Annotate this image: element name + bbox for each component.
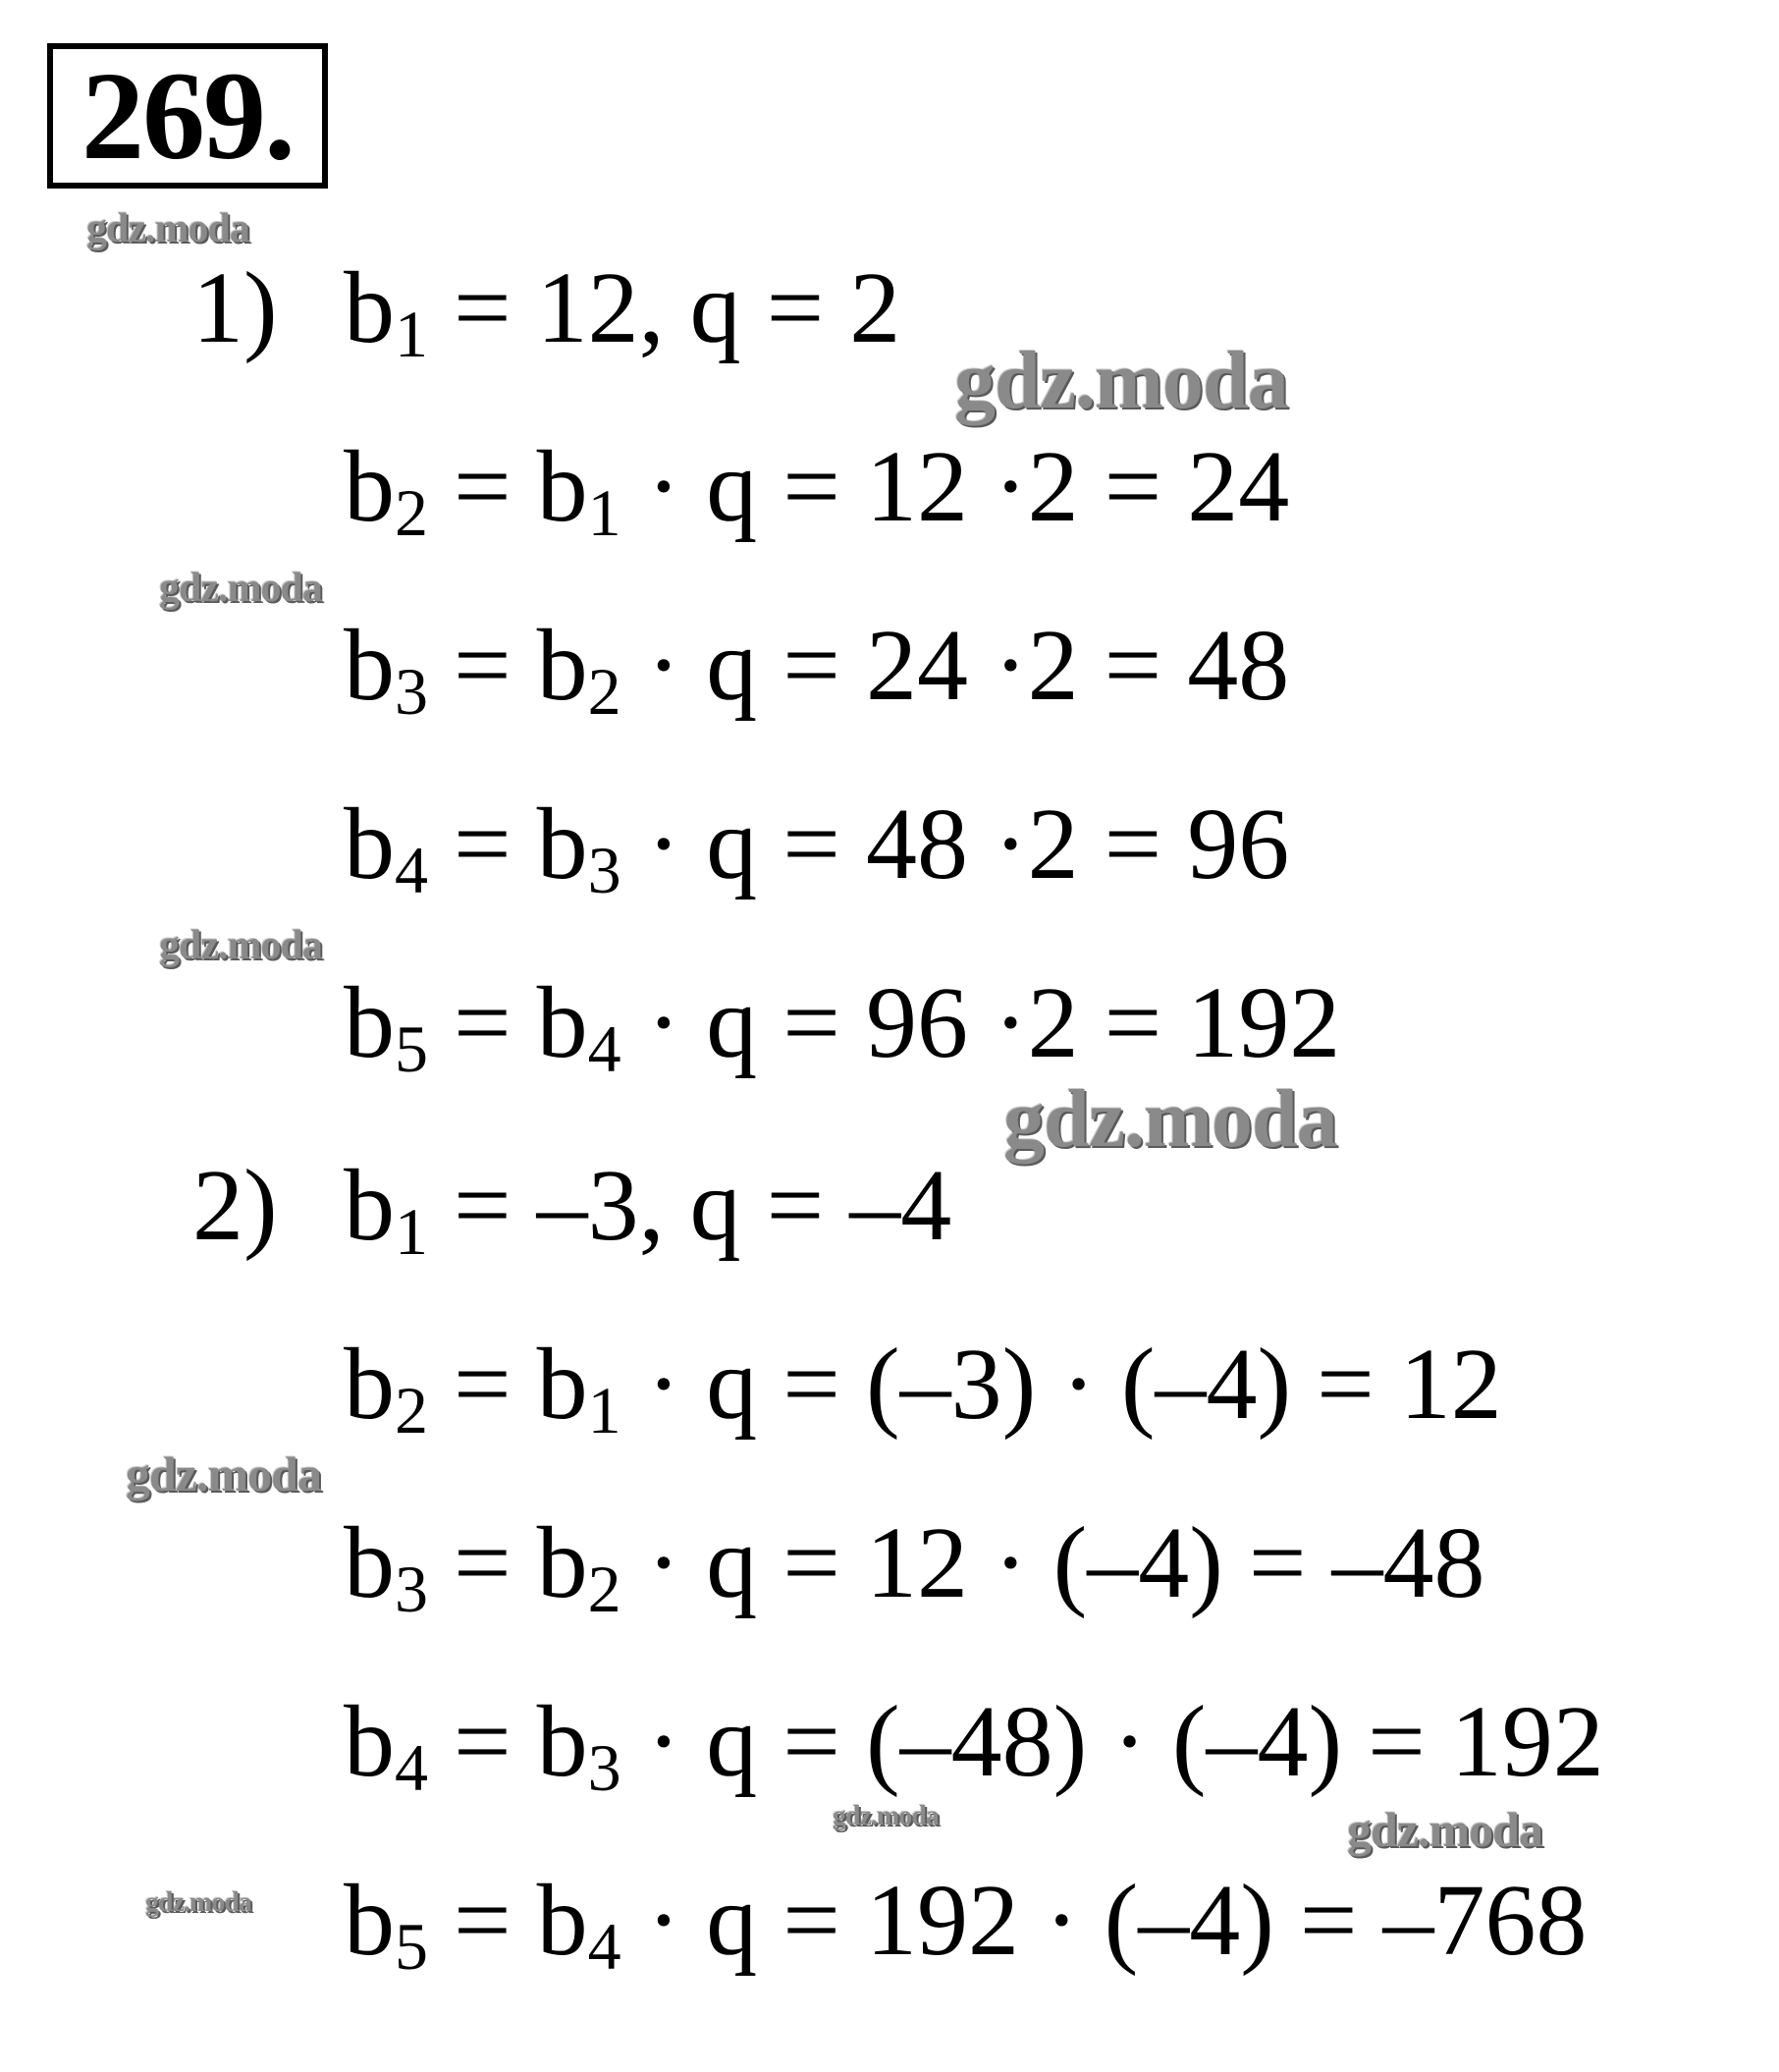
subscript: 3 — [395, 653, 428, 729]
given-var: b — [344, 251, 395, 364]
part-2-line-2 — [344, 1506, 1485, 1626]
expression: · q = 192 · (–4) = –768 — [620, 1864, 1588, 1977]
subscript: 1 — [587, 474, 621, 550]
subscript: 5 — [395, 1010, 428, 1086]
part-2-line-4 — [344, 1864, 1588, 1984]
part-2-line-1 — [344, 1328, 1502, 1447]
part-2-label: 2) — [192, 1149, 278, 1262]
watermark: gdz.moda — [126, 1446, 321, 1501]
subscript: 4 — [395, 832, 428, 907]
problem-number: 269. — [81, 46, 294, 186]
subscript: 3 — [395, 1551, 428, 1626]
part-1-line-1 — [344, 430, 1290, 550]
term: = b — [428, 430, 588, 543]
watermark: gdz.moda — [159, 923, 322, 968]
watermark: gdz.moda — [1003, 1073, 1337, 1165]
term: = b — [428, 788, 588, 900]
term: = b — [428, 1685, 588, 1798]
part-1-line-3 — [344, 788, 1290, 907]
watermark: gdz.moda — [1347, 1802, 1542, 1857]
subscript: 2 — [395, 474, 428, 550]
given-sub: 1 — [395, 1193, 428, 1269]
term: b — [344, 609, 395, 722]
term: b — [344, 1864, 395, 1977]
term: b — [344, 788, 395, 900]
part-2-given — [344, 1149, 952, 1269]
part-1-line-2 — [344, 609, 1290, 729]
expression: · q = 96 ·2 = 192 — [620, 966, 1341, 1079]
expression: · q = 24 ·2 = 48 — [620, 609, 1290, 722]
given-text: = –3, q = –4 — [428, 1149, 952, 1262]
subscript: 5 — [395, 1908, 428, 1984]
expression: · q = (–3) · (–4) = 12 — [620, 1328, 1502, 1441]
term: = b — [428, 966, 588, 1079]
given-sub: 1 — [395, 296, 428, 371]
given-text: = 12, q = 2 — [428, 251, 901, 364]
part-1-label: 1) — [192, 251, 278, 364]
subscript: 2 — [587, 1551, 621, 1626]
part-1-line-4 — [344, 966, 1341, 1086]
subscript: 2 — [587, 653, 621, 729]
term: b — [344, 1328, 395, 1441]
part-2-line-3 — [344, 1685, 1604, 1805]
expression: · q = 48 ·2 = 96 — [620, 788, 1290, 900]
term: = b — [428, 1328, 588, 1441]
subscript: 3 — [587, 832, 621, 907]
term: b — [344, 430, 395, 543]
term: = b — [428, 609, 588, 722]
subscript: 4 — [587, 1010, 621, 1086]
watermark: gdz.moda — [954, 335, 1288, 426]
term: b — [344, 966, 395, 1079]
subscript: 3 — [587, 1729, 621, 1805]
subscript: 2 — [395, 1372, 428, 1447]
term: b — [344, 1506, 395, 1619]
term: = b — [428, 1506, 588, 1619]
watermark: gdz.moda — [86, 206, 249, 251]
term: b — [344, 1685, 395, 1798]
watermark: gdz.moda — [159, 566, 322, 611]
problem-number-box — [47, 43, 328, 189]
given-var: b — [344, 1149, 395, 1262]
expression: · q = 12 ·2 = 24 — [620, 430, 1290, 543]
expression: · q = 12 · (–4) = –48 — [620, 1506, 1485, 1619]
watermark: gdz.moda — [145, 1887, 251, 1918]
subscript: 4 — [395, 1729, 428, 1805]
subscript: 4 — [587, 1908, 621, 1984]
part-1-given — [344, 251, 901, 371]
term: = b — [428, 1864, 588, 1977]
subscript: 1 — [587, 1372, 621, 1447]
watermark: gdz.moda — [833, 1801, 939, 1831]
expression: · q = (–48) · (–4) = 192 — [620, 1685, 1604, 1798]
